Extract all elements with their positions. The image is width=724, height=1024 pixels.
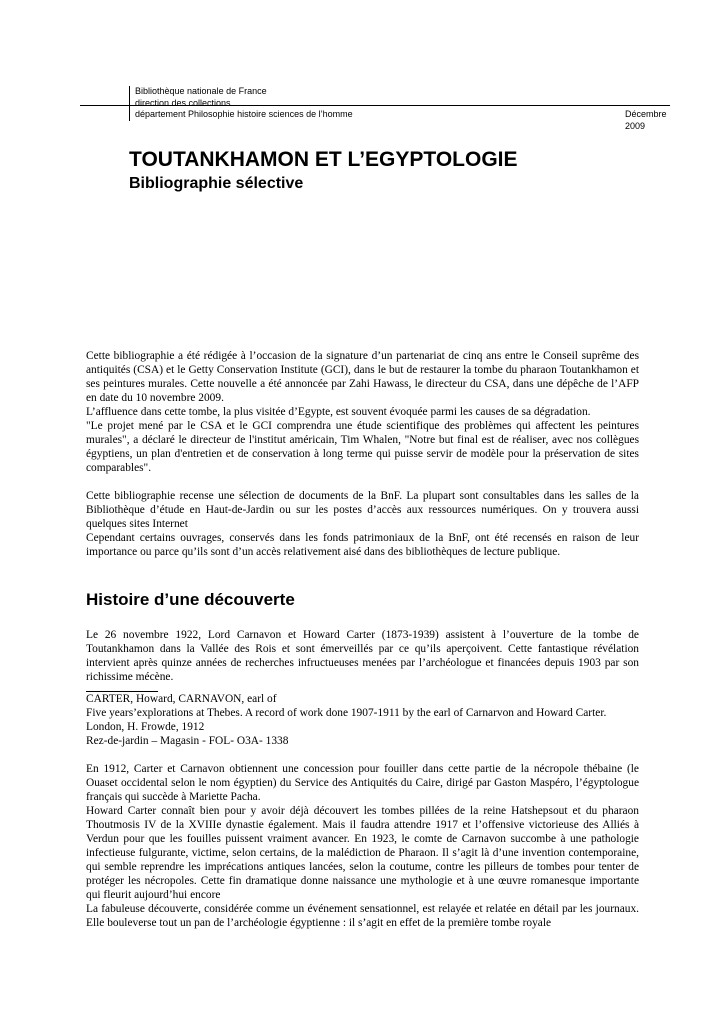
document-title: TOUTANKHAMON ET L’EGYPTOLOGIE [129, 148, 518, 171]
intro-section [86, 349, 639, 559]
bibliographic-reference [86, 692, 639, 748]
section-heading: Histoire d’une découverte [86, 590, 295, 609]
institution-header [129, 86, 353, 121]
reference-author: CARTER, Howard, CARNAVON, earl of [86, 693, 277, 705]
section-paragraph: En 1912, Carter et Carnavon obtiennent une concession pour fouiller dans cette partie de la nécropole thébaine (le Ouaset occidental selon le nom égyptien) du Service des Antiquités du Caire, dirigé par Gaston Maspéro, l’égyptologue français qui succède à Mariette Pacha. [86, 763, 639, 803]
reference-title: Five years’explorations at Thebes. A record of work done 1907-1911 by the earl of Carnarvon and Howard Carter. London, H. Frowde, 1912 [86, 707, 607, 733]
paragraph-gap [86, 475, 639, 489]
header-line-department: département Philosophie histoire sciences de l’homme [135, 109, 353, 119]
paragraph-gap [86, 748, 639, 762]
header-divider [80, 105, 670, 106]
header-date [625, 109, 667, 132]
intro-paragraph: Cependant certains ouvrages, conservés dans les fonds patrimoniaux de la BnF, ont été recensés en raison de leur importance ou parce qu’ils sont d’un accès relativement aisé dans des bibliothèques de lecture publique. [86, 532, 639, 558]
section-paragraph: Howard Carter connaît bien pour y avoir déjà découvert les tombes pillées de la reine Hatshepsout et du pharaon Thoutmosis IV de la XVIIIe dynastie également. Mais il faudra attendre 1917 et l’offensive victorieuse des Alliés à Verdun pour que les fouilles puissent vraiment avancer. En 1923, le comte de Carnavon succombe à une pathologie infectieuse fulgurante, victime, selon certains, de la malédiction de Pharaon. Il s’agit là d’une invention contemporaine, qui semble reprendre les imprécations antiques lancées, selon la coutume, contre les pilleurs de tombes pour tenter de protéger les nécropoles. Cette fin dramatique donne naissance une mythologie et à une œuvre romanesque importante qui fleurit aujourd’hui encore [86, 805, 639, 901]
header-date-month: Décembre [625, 109, 667, 119]
intro-paragraph: Cette bibliographie recense une sélection de documents de la BnF. La plupart sont consultables dans les salles de la Bibliothèque d’étude en Haut-de-Jardin ou sur les postes d’accès aux ressources numériques. On y trouvera aussi quelques sites Internet [86, 490, 639, 530]
section-body [86, 628, 639, 930]
intro-paragraph: Cette bibliographie a été rédigée à l’occasion de la signature d’un partenariat de cinq ans entre le Conseil suprême des antiquités (CSA) et le Getty Conservation Institute (GCI), dans le but de restaurer la tombe du pharaon Toutankhamon et ses peintures murales. Cette nouvelle a été annoncée par Zahi Hawass, le directeur du CSA, dans une dépêche de l’AFP en date du 10 novembre 2009. [86, 350, 639, 404]
header-line-institution: Bibliothèque nationale de France [135, 86, 267, 96]
section-paragraph: Le 26 novembre 1922, Lord Carnavon et Howard Carter (1873-1939) assistent à l’ouverture de la tombe de Toutankhamon dans la Vallée des Rois et sont émerveillés par ce qu’ils aperçoivent. Cette fantastique révélation intervient après quinze années de recherches infructueuses menées par l’archéologue et financées depuis 1903 par son richissime mécène. [86, 629, 639, 683]
section-paragraph: La fabuleuse découverte, considérée comme un événement sensationnel, est relayée et relatée en détail par les journaux. Elle bouleverse tout un pan de l’archéologie égyptienne : il s’agit en effet de la première tombe royale [86, 903, 639, 929]
header-line-direction: direction des collections [135, 97, 231, 108]
reference-location: Rez-de-jardin – Magasin - FOL- O3A- 1338 [86, 735, 289, 747]
intro-quote-paragraph: "Le projet mené par le CSA et le GCI comprendra une étude scientifique des problèmes qui affectent les peintures murales", a déclaré le directeur de l'institut américain, Tim Whalen, "Notre but final est de réaliser, avec nos collègues égyptiens, un plan d'entretien et de conservation à long terme qui puisse servir de modèle pour la préservation de sites comparables". [86, 420, 639, 474]
intro-paragraph: L’affluence dans cette tombe, la plus visitée d’Egypte, est souvent évoquée parmi les causes de sa dégradation. [86, 406, 591, 418]
header-date-year: 2009 [625, 120, 646, 131]
document-subtitle: Bibliographie sélective [129, 175, 304, 192]
